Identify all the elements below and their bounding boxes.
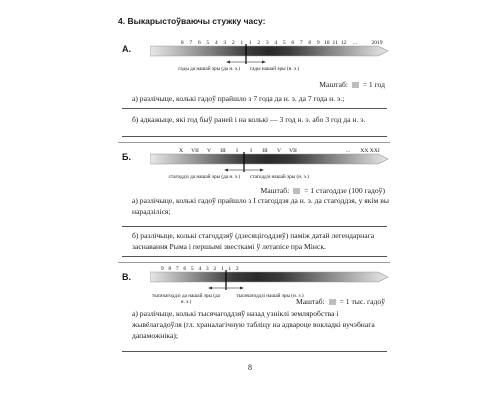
- section-b-letter: Б.: [122, 152, 131, 162]
- timeline-label: 2: [231, 40, 235, 46]
- answer-line[interactable]: [122, 226, 387, 227]
- timeline-label: 4: [214, 40, 218, 46]
- timeline-label: 6: [291, 40, 295, 46]
- section-a-letter: А.: [122, 44, 131, 54]
- timeline-label: 9: [160, 266, 164, 272]
- timeline-label: 2: [235, 266, 239, 272]
- scale-c: [260, 297, 385, 306]
- timeline-label: 1: [228, 266, 232, 272]
- scale-c-value: = 1 тыс. гадоў: [339, 297, 385, 306]
- timeline-label: 6: [197, 40, 201, 46]
- answer-line[interactable]: [122, 108, 387, 109]
- timeline-label: 4: [198, 266, 202, 272]
- timeline-label: 1: [220, 266, 224, 272]
- question-a-1: а) разлічыце, колькі гадоў прайшло з 7 года да н. э. да 7 года н. э.;: [132, 94, 345, 103]
- timeline-label: 4: [274, 40, 278, 46]
- timeline-label: X: [178, 148, 184, 154]
- section-divider: [118, 142, 390, 143]
- timeline-label: VII: [191, 148, 199, 154]
- timeline-label: 1: [240, 40, 244, 46]
- timeline-label: 12: [340, 40, 347, 46]
- timeline-b-caption-left: стагоддзі да нашай эры (да н. э.): [168, 174, 240, 180]
- timeline-label: XX XXI: [360, 148, 380, 154]
- timeline-label: 6: [183, 266, 187, 272]
- question-b-2: б) разлічыце, колькі стагоддзяў (дзесяцігоддзяў) паміж датай легендарнага заснавання Рыма і першымі звесткамі ў летапісе пра Мінск.: [132, 231, 375, 251]
- scale-b-label: Маштаб:: [260, 186, 290, 195]
- timeline-label: 5: [190, 266, 194, 272]
- timeline-label: 2: [213, 266, 217, 272]
- timeline-label: 5: [282, 40, 286, 46]
- question-c-1: а) разлічыце, колькі тысячагоддзяў назад узніклі земляробства і жывёлагадоўля (гл. храналагічную табліцу на адвароце вокладкі вучэбнага дапаможніка);: [132, 309, 375, 340]
- timeline-label: ...: [345, 148, 351, 154]
- timeline-label: 7: [189, 40, 193, 46]
- timeline-label: 11: [332, 40, 338, 46]
- task-title: 4. Выкарыстоўваючы стужку часу:: [118, 16, 266, 26]
- timeline-a-ribbon: [150, 46, 388, 56]
- answer-line[interactable]: [122, 256, 387, 257]
- timeline-a-caption-right: гады нашай эры (н. э.): [250, 66, 300, 72]
- timeline-label: 9: [316, 40, 320, 46]
- scale-b-value: = 1 стагоддзе (100 гадоў): [304, 186, 385, 195]
- timeline-label: III: [262, 148, 268, 154]
- timeline-label: V: [206, 148, 212, 154]
- timeline-label: 7: [299, 40, 303, 46]
- timeline-label: III: [220, 148, 226, 154]
- timeline-label: I: [250, 148, 252, 154]
- answer-line[interactable]: [122, 351, 387, 352]
- timeline-a-caption-left: гады да нашай эры (да н. э.): [178, 66, 240, 72]
- scale-swatch-icon: [352, 82, 359, 88]
- timeline-label: 2019: [371, 40, 383, 46]
- answer-line[interactable]: [122, 136, 387, 137]
- scale-b: [235, 186, 385, 195]
- timeline-label: 2: [257, 40, 261, 46]
- timeline-label: I: [236, 148, 238, 154]
- timeline-c-caption-right: тысячагоддзі нашай эры (н. э.): [236, 293, 304, 299]
- timeline-c-caption-left: тысячагоддзі да нашай эры (да н. э.): [152, 293, 220, 305]
- timeline-label: 3: [265, 40, 269, 46]
- timeline-label: 3: [205, 266, 209, 272]
- section-c-letter: В.: [122, 272, 131, 282]
- timeline-label: ...: [352, 40, 358, 46]
- timeline-b-caption-right: стагоддзі нашай эры (н. э.): [250, 174, 309, 180]
- timeline-label: 8: [180, 40, 184, 46]
- timeline-label: 5: [206, 40, 210, 46]
- question-a-2: б) адкажыце, які год быў раней і на колькі — 3 год н. э. або 3 год да н. э.: [132, 115, 366, 124]
- scale-swatch-icon: [329, 299, 336, 305]
- timeline-label: 8: [308, 40, 312, 46]
- timeline-label: VII: [289, 148, 297, 154]
- scale-c-label: Маштаб:: [296, 297, 325, 306]
- timeline-c-ribbon: [150, 272, 388, 282]
- question-b-1: а) разлічыце, колькі гадоў прайшло з I стагоддзя да н. э. да стагоддзя, у якім вы нарадзіліся;: [132, 196, 389, 216]
- timeline-label: 7: [175, 266, 179, 272]
- scale-a: [270, 80, 385, 89]
- scale-a-value: = 1 год: [362, 80, 385, 89]
- timeline-label: 10: [323, 40, 330, 46]
- timeline-label: 8: [168, 266, 172, 272]
- page-number: 8: [248, 363, 252, 372]
- timeline-label: 1: [248, 40, 252, 46]
- scale-swatch-icon: [293, 188, 300, 194]
- timeline-label: V: [276, 148, 282, 154]
- timeline-label: 3: [223, 40, 227, 46]
- scale-a-label: Маштаб:: [319, 80, 348, 89]
- timeline-b-ribbon: [150, 154, 388, 164]
